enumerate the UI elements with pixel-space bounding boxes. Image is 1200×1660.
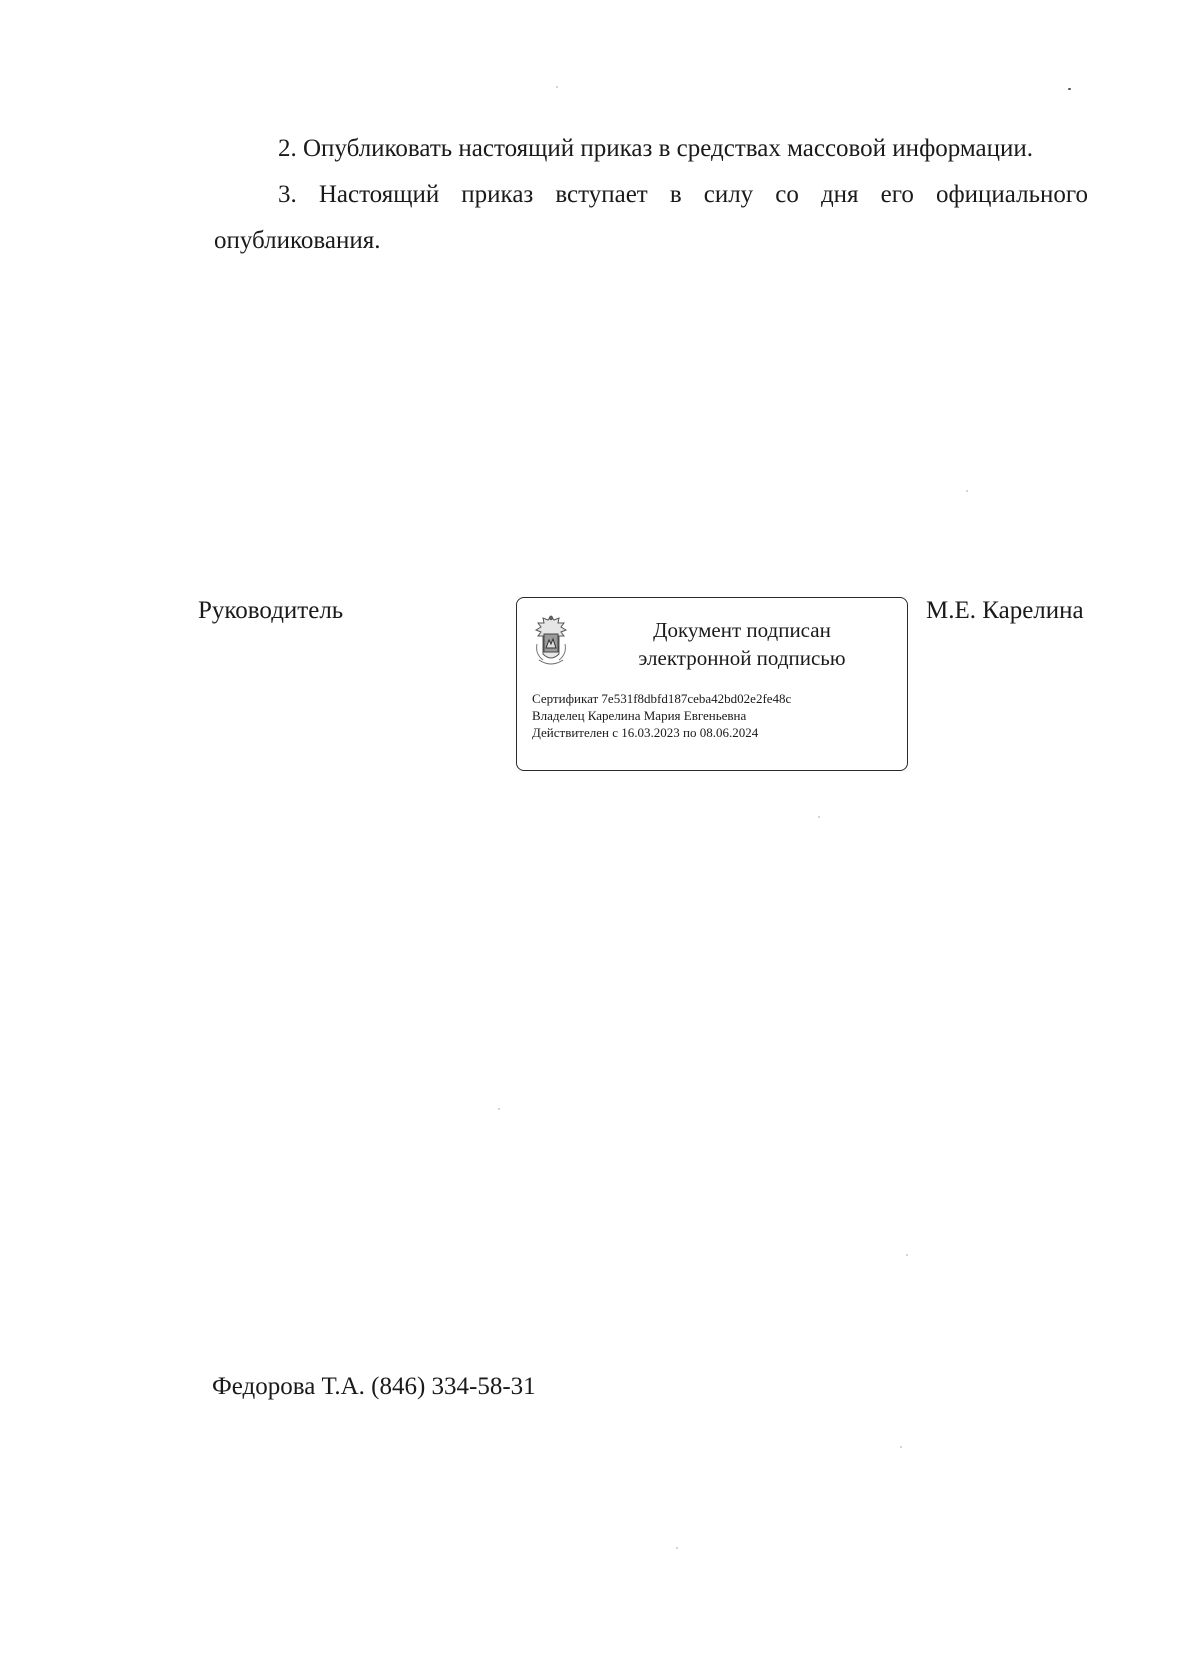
stamp-title bbox=[587, 616, 897, 672]
scan-speck bbox=[556, 86, 558, 88]
stamp-title-line-2: электронной подписью bbox=[638, 646, 846, 670]
certificate-number: Сертификат 7e531f8dbfd187ceba42bd02e2fe48c bbox=[532, 691, 792, 706]
scan-speck bbox=[966, 490, 968, 492]
certificate-validity: Действителен с 16.03.2023 по 08.06.2024 bbox=[532, 725, 759, 740]
scan-speck bbox=[1068, 88, 1071, 90]
certificate-owner: Владелец Карелина Мария Евгеньевна bbox=[532, 708, 747, 723]
paragraph-publish: 2. Опубликовать настоящий приказ в средствах массовой информации. bbox=[278, 135, 1034, 162]
scan-speck bbox=[498, 1108, 500, 1110]
scan-speck bbox=[906, 1254, 908, 1256]
coat-of-arms-icon bbox=[531, 614, 571, 668]
e-signature-stamp bbox=[516, 597, 908, 771]
scan-speck bbox=[676, 1547, 678, 1549]
paragraph-effective-date: 3. Настоящий приказ вступает в силу со дня его официального опубликования. bbox=[214, 181, 1088, 254]
scan-speck bbox=[900, 1446, 902, 1448]
stamp-details bbox=[532, 690, 902, 741]
scan-speck bbox=[818, 816, 820, 818]
signatory-name: М.Е. Карелина bbox=[926, 597, 1084, 624]
signatory-role: Руководитель bbox=[198, 597, 344, 624]
executor-contact: Федорова Т.А. (846) 334-58-31 bbox=[212, 1373, 536, 1400]
stamp-title-line-1: Документ подписан bbox=[653, 618, 831, 642]
